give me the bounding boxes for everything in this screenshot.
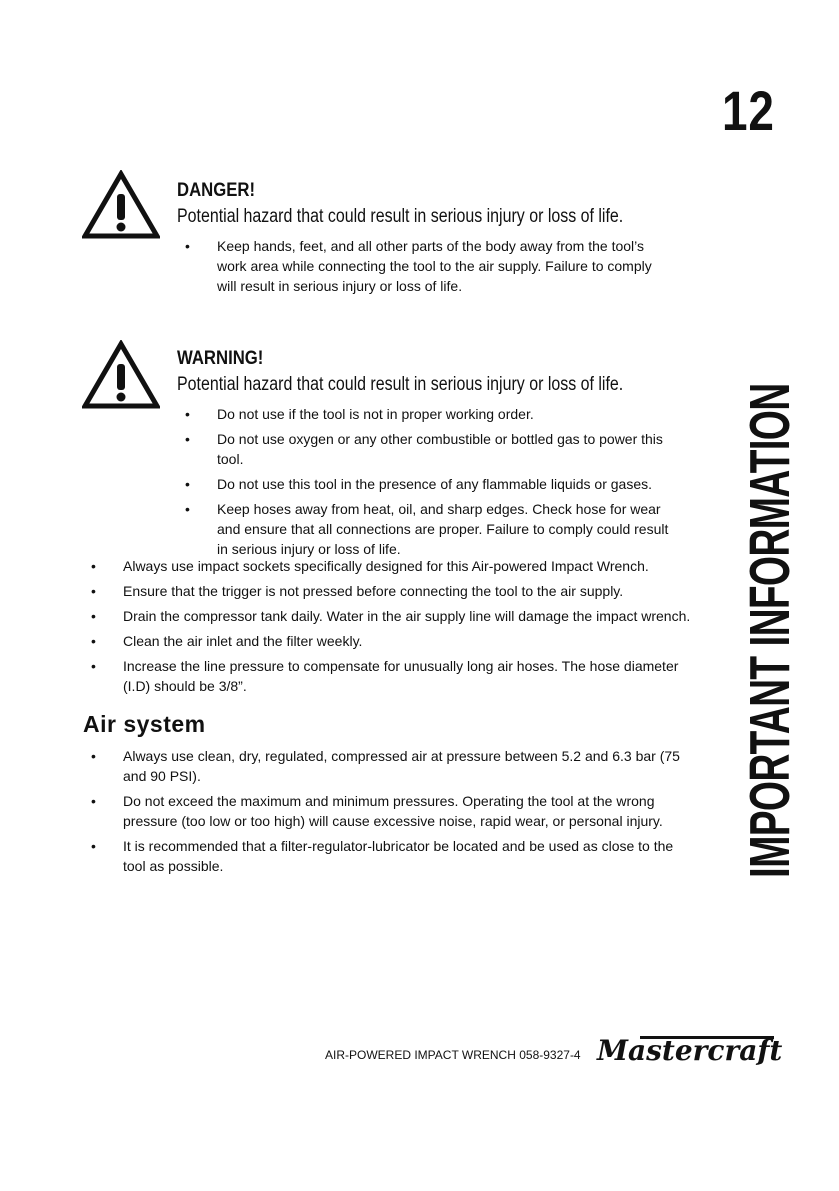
warning-icon (82, 340, 160, 410)
list-item: • Keep hoses away from heat, oil, and sharp edges. Check hose for wear and ensure that all connections are proper. Failure to comply could result in serious injury or loss of life. (177, 499, 677, 559)
general-list (83, 556, 693, 701)
list-item: • Keep hands, feet, and all other parts of the body away from the tool’s work area while connecting the tool to the air supply. Failure to comply will result in serious injury or loss of life. (177, 236, 667, 296)
list-item: • Ensure that the trigger is not pressed before connecting the tool to the air supply. (83, 581, 693, 601)
page-number: 12 (722, 79, 775, 142)
danger-subheading: Potential hazard that could result in serious injury or loss of life. (177, 206, 624, 227)
list-item: • Do not use this tool in the presence of any flammable liquids or gases. (177, 474, 677, 494)
list-item: • Drain the compressor tank daily. Water in the air supply line will damage the impact wrench. (83, 606, 693, 626)
list-item: • Do not use oxygen or any other combustible or bottled gas to power this tool. (177, 429, 677, 469)
air-system-list (83, 746, 693, 881)
side-title (738, 151, 802, 878)
danger-heading: DANGER! (177, 180, 256, 201)
warning-list (177, 404, 677, 564)
danger-list (177, 236, 667, 301)
list-item: • Do not exceed the maximum and minimum pressures. Operating the tool at the wrong pressure (too low or too high) will cause excessive noise, rapid wear, or personal injury. (83, 791, 693, 831)
warning-heading: WARNING! (177, 348, 264, 369)
brand-logo: Mastercraft (597, 1034, 783, 1067)
list-item: • Always use clean, dry, regulated, compressed air at pressure between 5.2 and 6.3 bar (75 and 90 PSI). (83, 746, 693, 786)
list-item: • It is recommended that a filter-regulator-lubricator be located and be used as close to the tool as possible. (83, 836, 693, 876)
footer-product: AIR-POWERED IMPACT WRENCH 058-9327-4 (325, 1048, 581, 1062)
danger-warning-icon (82, 170, 160, 240)
list-item: • Always use impact sockets specifically designed for this Air-powered Impact Wrench. (83, 556, 693, 576)
list-item: • Clean the air inlet and the filter weekly. (83, 631, 693, 651)
list-item: • Do not use if the tool is not in proper working order. (177, 404, 677, 424)
warning-subheading: Potential hazard that could result in serious injury or loss of life. (177, 374, 624, 395)
list-item: • Increase the line pressure to compensate for unusually long air hoses. The hose diameter (I.D) should be 3/8”. (83, 656, 693, 696)
side-title-text: IMPORTANT INFORMATION (738, 383, 802, 878)
air-system-heading: Air system (83, 711, 206, 737)
